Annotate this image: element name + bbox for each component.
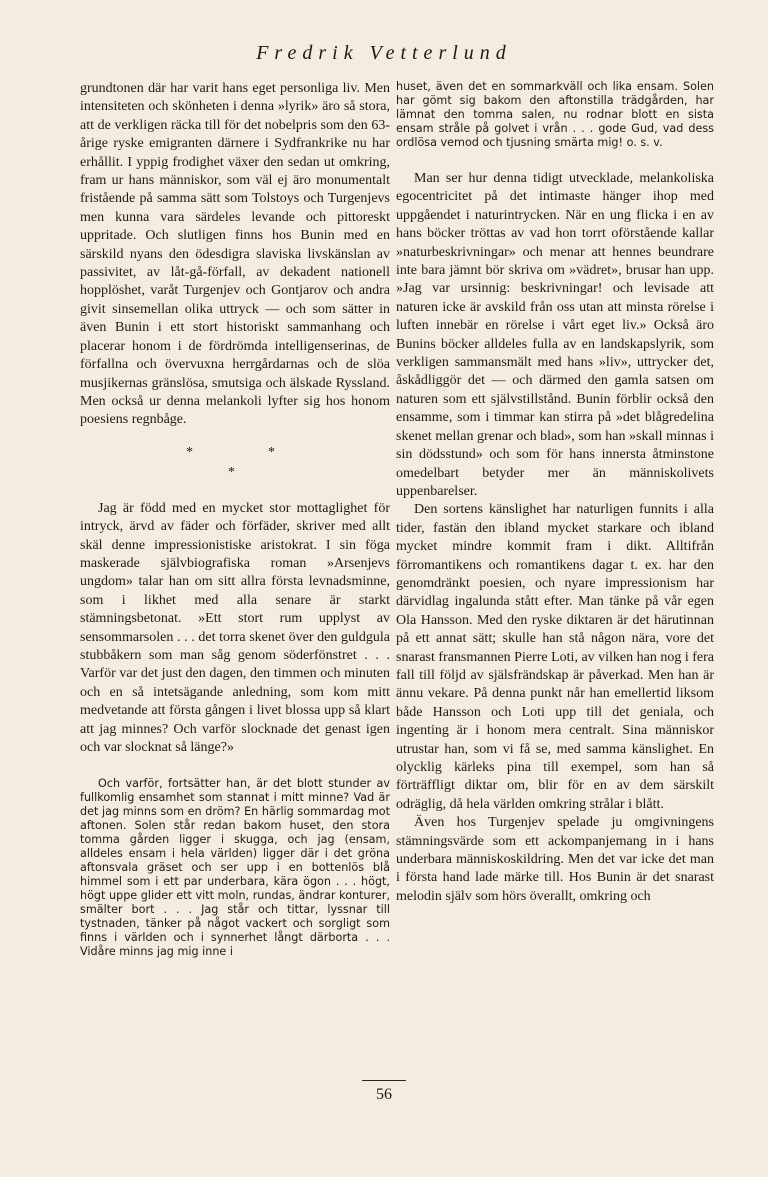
running-header: Fredrik Vetterlund: [256, 42, 512, 64]
right-column: [396, 80, 714, 906]
paragraph: Även hos Turgenjev spelade ju omgivningens stämningsvärde som ett ackompanjemang in i hans underbara människoskildring. Men det var icke det man i första hand lade märke till. Hos Bunin är det snarast melodin själv som hörs överallt, omkring och: [396, 815, 714, 904]
paragraph: grundtonen där har varit hans eget personliga liv. Men intensiteten och skönheten i denna »lyrik» äro så stora, att de verkligen räcka till för det nobelpris som den 63-årige ryske emigranten därnere i Sydfrankrike nu har erhållit. I yppig frodighet växer den sedan ut omkring, fram ur hans människor, som väl ej äro monumentalt fristående på samma sätt som Tolstoys och Turgenjevs men kunna vara särdeles levande och pittoreskt uppritade. Och slutligen finns hos Bunin med en särskild nyans den ödesdigra slaviska livskänslan av passivitet, av låt-gå-förfall, av dekadent nationell hopplöshet, varåt Turgenjev och Gontjarov och andra givit sinsemellan olika uttryck — och som sätter in även Bunin i ett stort historiskt sammanhang och placerar honom i de fördrömda intelligenserinas, de förfallna och övervuxna herrgårdarnas och de slöa musjikernas gränslösa, smutsiga och älskade Ryssland. Men också ur denna melankoli lyfter sig hos honom poesiens regnbåge.: [80, 81, 390, 428]
asterisk: *: [228, 464, 235, 480]
paragraph: Jag är född med en mycket stor mottaglighet för intryck, ärvd av fäder och förfäder, skriver med allt skäl denne impressionistiske aristokrat. I sin föga maskerade självbiografiska roman »Arsenjevs ungdom» talar han om sitt allra första levnadsminne, som i likhet med alla senare är starkt stämningsbetonat. »Ett stort rum upplyst av sensommarsolen . . . det torra skenet över den guldgula stubbåkern som man såg genom söderfönstret . . . Varför var det just den dagen, den timmen och minuten och en så intetsägande anledning, som kom mitt medvetande att första gången i livet blossa upp så klart att jag minnes? Och varför slocknade det genast igen och var slocknat så länge?»: [80, 500, 390, 755]
page-number-rule: [362, 1080, 406, 1081]
quotation-paragraph: huset, även det en sommarkväll och lika ensam. Solen har gömt sig bakom den aftonstilla trädgården, har lämnat den tomma salen, nu rodnar blott en sista ensam stråle på golvet i vrån . . . gode Gud, vad dess ordlösa vemod och tjusning smärta mig! o. s. v.: [396, 80, 714, 149]
left-column: [80, 80, 390, 959]
quotation-paragraph: Och varför, fortsätter han, är det blott stunder av fullkomlig ensamhet som stannat i mitt minne? Vad är det jag minns som en dröm? En härlig sommardag mot aftonen. Solen står redan bakom huset, den stora tomma gården ligger i skugga, och jag (ensam, alldeles ensam i hela världen) ligger där i det gröna aftonsvala gräset och ser upp i en bottenlös blå himmel som i ett par underbara, kära ögon . . . högt, högt uppe glider ett vitt moln, rundas, ändrar konturer, smälter bort . . . Jag står och tittar, lyssnar till tystnaden, tänker på något vackert och sorgligt som finns i världen och i synnerhet långt därborta . . . Vidåre minns jag mig inne i: [80, 777, 390, 959]
paragraph: Den sortens känslighet har naturligen funnits i alla tider, fastän den ibland mycket starkare och ibland mycket mindre kommit fram i dikt. Alltifrån förromantikens och romantikens dagar t. ex. har den genomdränkt poesien, och nyare impressionism har därvidlag ingalunda stått efter. Man tänke på vår egen Ola Hansson. Med den ryske diktaren är det härutinnan på ett annat sätt; skulle han stå någon nära, vore det snarast fransmannen Pierre Loti, av vilken han nog i fera fall till följd av själsfrändskap är påverkad. Men han är ännu vekare. På denna punkt når han emellertid liksom både Hansson och Loti upp till det geniala, och ingenting är i honom mera centralt. Sina människor utrustar han, som vi få se, med samma känslighet. En olycklig kärleks pina till exempel, som han så förträffligt diktar om, blir för en av dem särskilt odräglig, då hela världen omkring strålar i blått.: [396, 502, 715, 812]
page-number: 56: [376, 1086, 392, 1103]
asterisk: *: [268, 444, 275, 460]
paragraph: Man ser hur denna tidigt utvecklade, melankoliska egocentricitet på det intimaste hänger ihop med uppgåendet i naturintrycken. När en ung flicka i en av hans böcker tröttas av vad hon torrt oförstående kallar »naturbeskrivningar» och menar att hennes beundrare inte bara jämnt bör skriva om »vädret», brusar han upp. »Jag var ursinnig: beskrivningar! och levisade att naturen icke är avskild från oss utan att minsta rörelse i luften innebär en rörelse i vårt eget liv.» Också äro Bunins böcker alldeles fulla av en landskapslyrik, som verkligen sammansmält med hans »liv», uttrycker det, åskådliggör det — och därmed den gamla satsen om naturen som ett självstillstånd. Bunin förblir också den ensamme, som i timmar kan stirra på »det blågredelina skenet mellan grenar och blad», som han »skall minnas i sin dödsstund» och som för hans innersta åtminstone omedelbart betyder mer än människolivets uppenbarelser.: [396, 171, 714, 499]
section-break: [80, 440, 390, 486]
asterisk: *: [186, 444, 193, 460]
